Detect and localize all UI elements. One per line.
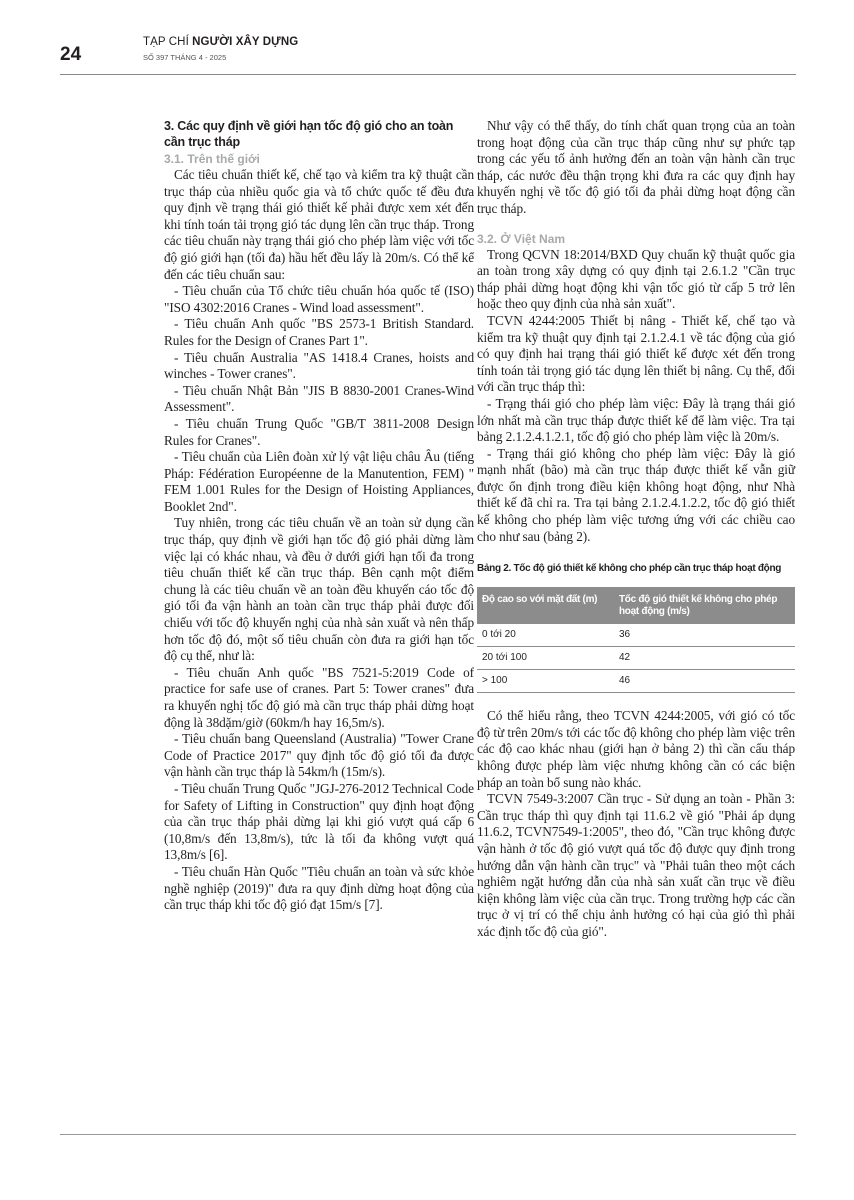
table-row (477, 647, 795, 670)
table-cell: 0 tới 20 (477, 624, 614, 647)
paragraph: - Tiêu chuẩn Australia "AS 1418.4 Cranes, hoists and winches - Tower cranes". (164, 349, 474, 382)
paragraph: - Tiêu chuẩn Trung Quốc "GB/T 3811-2008 Design Rules for Cranes". (164, 415, 474, 448)
paragraph: - Trạng thái gió cho phép làm việc: Đây là trạng thái gió lớn nhất mà cần trục tháp được thiết kế để làm việc. Tra tại bảng 2.1.2.4.1.2.1, tốc độ gió cho phép làm việc là 20m/s. (477, 395, 795, 445)
subsection-title: 3.1. Trên thế giới (164, 152, 260, 166)
issue-info: SỐ 397 THÁNG 4 - 2025 (143, 53, 227, 62)
journal-title (143, 36, 298, 48)
table-cell: 42 (614, 647, 795, 670)
section-title: 3. Các quy định về giới hạn tốc độ gió cho an toàn cần trục tháp (164, 119, 454, 149)
paragraph: - Tiêu chuẩn của Liên đoàn xử lý vật liệu châu Âu (tiếng Pháp: Fédération Européenne de la Manutention, FEM) " FEM 1.001 Rules for the Design of Hoisting Appliances, Booklet 2nd". (164, 449, 474, 514)
paragraph: Tuy nhiên, trong các tiêu chuẩn về an toàn sử dụng cần trục tháp, quy định về giới hạn tốc độ gió phải dừng làm việc lại có khác nhau, và đều ở dưới giới hạn tối đa trong tiêu chuẩn thiết kế cần trục tháp. Bên cạnh một điểm chung là các tiêu chuẩn về an toàn đều khuyến cáo tốc độ gió tối đa vận hành an toàn cần trục tháp phải được đối chiếu với tốc độ khuyến nghị của nhà sản xuất và nên thấp hơn tốc độ đó, một số tiêu chuẩn còn đưa ra giới hạn tốc độ cụ thể, như là: (164, 515, 474, 664)
paragraph: - Tiêu chuẩn Nhật Bản "JIS B 8830-2001 Cranes-Wind Assessment". (164, 382, 474, 415)
paragraph: Như vậy có thể thấy, do tính chất quan trọng của an toàn trong hoạt động của cần trục tháp cũng như sự phức tạp trong các yếu tố ảnh hưởng đến an toàn vận hành cần trục tháp, các nước đều thận trọng khi đưa ra các quy định hay khuyến nghị về tốc độ gió tối đa phải dừng hoạt động cần trục tháp. (477, 118, 795, 216)
paragraph: Có thể hiểu rằng, theo TCVN 4244:2005, với gió có tốc độ từ trên 20m/s tới các tốc độ không cho phép làm việc trên các độ cao khác nhau (giới hạn ở bảng 2) thì cần cẩu tháp không được phép làm việc nhưng không cần có các biện pháp an toàn bổ sung nào khác. (477, 708, 795, 790)
paragraph: - Tiêu chuẩn Anh quốc "BS 2573-1 British Standard. Rules for the Design of Cranes Part 1". (164, 316, 474, 348)
table-row (477, 624, 795, 647)
table-header-row (477, 587, 795, 624)
column-header: Độ cao so với mặt đất (m) (477, 587, 614, 624)
table-row (477, 670, 795, 693)
page-number: 24 (60, 44, 82, 65)
paragraph: - Tiêu chuẩn Anh quốc "BS 7521-5:2019 Code of practice for safe use of cranes. Part 5: Tower cranes" đưa ra khuyến nghị tốc độ gió mà cần trục tháp phải dừng hoạt động là 38dặm/giờ (60km/h hay 16,5m/s). (164, 664, 474, 730)
paragraph: - Tiêu chuẩn của Tổ chức tiêu chuẩn hóa quốc tế (ISO) "ISO 4302:2016 Cranes - Wind load assessment". (164, 283, 474, 315)
left-column (164, 118, 474, 914)
wind-speed-table (477, 587, 795, 693)
subsection-title: 3.2. Ở Việt Nam (477, 231, 566, 246)
paragraph: Các tiêu chuẩn thiết kế, chế tạo và kiểm tra kỹ thuật cần trục tháp của nhiều quốc gia và tổ chức quốc tế đều đưa quy định về trạng thái gió thiết kế phải được xem xét đến khi tính toán tải trọng gió tác dụng lên cần trục tháp. Trong các tiêu chuẩn này trạng thái gió cho phép làm việc với tốc độ gió giới hạn (tối đa) hầu hết đều lấy là 20m/s. Có thể kể đến các tiêu chuẩn sau: (164, 167, 474, 282)
column-header: Tốc độ gió thiết kế không cho phép hoạt động (m/s) (614, 587, 795, 624)
paragraph: - Tiêu chuẩn Hàn Quốc "Tiêu chuẩn an toàn và sức khỏe nghề nghiệp (2019)" đưa ra quy định dừng hoạt động của cần trục tháp khi tốc độ gió đạt 15m/s [7]. (164, 863, 474, 913)
journal-prefix: TẠP CHÍ (143, 36, 193, 48)
table-cell: 36 (614, 624, 795, 647)
paragraph: - Trạng thái gió không cho phép làm việc: Đây là gió mạnh nhất (bão) mà cần trục tháp được thiết kế vẫn giữ được ổn định trong điều kiện không hoạt động, như Nhà thiết kế đã chỉ ra. Tra tại bảng 2.1.2.4.1.2.2, tốc độ gió thiết kế không cho phép làm việc tương ứng với các chiều cao cho như sau (bảng 2). (477, 445, 795, 544)
paragraph: TCVN 4244:2005 Thiết bị nâng - Thiết kế, chế tạo và kiểm tra kỹ thuật quy định tại 2.1.2.4.1 về tác động của gió có quy định hai trạng thái gió thiết kế được xét đến trong tính toán tải trọng gió tác dụng lên thiết bị nâng. Cụ thể, đối với cần trục tháp thì: (477, 312, 795, 395)
paragraph: - Tiêu chuẩn Trung Quốc "JGJ-276-2012 Technical Code for Safety of Lifting in Construction" quy định hoạt động của cần trục tháp phải dừng lại khi gió vượt quá cấp 6 (10,8m/s đến 13,8m/s), tức là tối đa không vượt quá 13,8m/s [6]. (164, 780, 474, 863)
paragraph: TCVN 7549-3:2007 Cần trục - Sử dụng an toàn - Phần 3: Cần trục tháp thì quy định tại 11.6.2 về gió "Phải áp dụng 11.6.2, TCVN7549-1:2005", theo đó, "Cần trục không được vận hành ở tốc độ gió vượt quá tốc độ được quy định trong hướng dẫn vận hành cần trục" và "Phải tuân theo một cách nghiêm ngặt hướng dẫn của nhà sản xuất cần trục về điều kiện không làm việc của cần trục. Trong trường hợp các cần trục ở vị trí có thể chịu ảnh hưởng có hại của gió thì phải xác định tốc độ của gió". (477, 791, 795, 939)
table-cell: > 100 (477, 670, 614, 693)
table-cell: 20 tới 100 (477, 647, 614, 670)
header-divider (60, 74, 796, 75)
paragraph: - Tiêu chuẩn bang Queensland (Australia) "Tower Crane Code of Practice 2017" quy định tốc độ gió tối đa được vận hành cần trục tháp là 54km/h (15m/s). (164, 731, 474, 780)
paragraph: Trong QCVN 18:2014/BXD Quy chuẩn kỹ thuật quốc gia an toàn trong xây dựng có quy định tại 2.6.1.2 "Cần trục tháp phải dừng hoạt động khi vận tốc gió từ cấp 5 trở lên hoặc theo quy định của nhà sản xuất". (477, 246, 795, 312)
table-cell: 46 (614, 670, 795, 693)
table-caption: Bảng 2. Tốc độ gió thiết kế không cho phép cần trục tháp hoạt động (477, 563, 782, 575)
right-column (477, 118, 795, 941)
footer-divider (60, 1134, 796, 1135)
journal-name: NGƯỜI XÂY DỰNG (192, 36, 299, 48)
